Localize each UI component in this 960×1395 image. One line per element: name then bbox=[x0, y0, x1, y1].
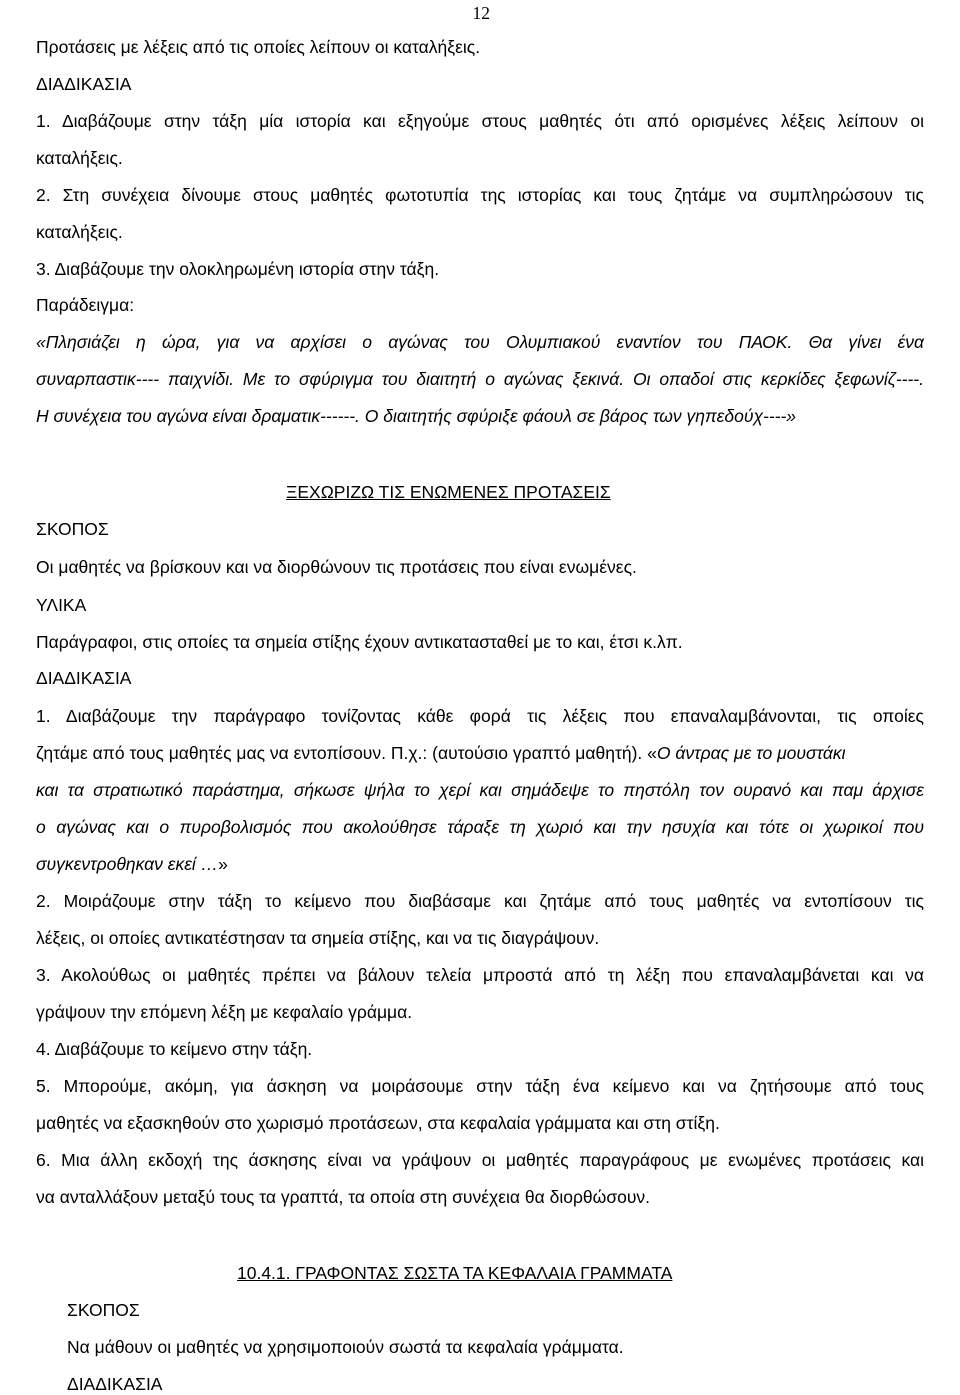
s5-line-b: μαθητές να εξασκηθούν στο χωρισμό προτάσεων, στα κεφαλαία γράμματα και στη στίξη. bbox=[36, 1113, 720, 1133]
s1-line-e-italic: συγκεντροθηκαν εκεί … bbox=[36, 854, 219, 874]
s6-line-a: 6. Μια άλλη εκδοχή της άσκησης είναι να γράψουν οι μαθητές παραγράφους με ενωμένες προτάσεις και bbox=[36, 1150, 924, 1170]
procedure-heading-2: ΔΙΑΔΙΚΑΣΙΑ bbox=[36, 668, 132, 688]
s1-line-b bbox=[36, 742, 924, 764]
goal-text: Οι μαθητές να βρίσκουν και να διορθώνουν τις προτάσεις που είναι ενωμένες. bbox=[36, 557, 637, 577]
step-1-line-b: καταλήξεις. bbox=[36, 148, 123, 168]
goal-heading: ΣΚΟΠΟΣ bbox=[36, 519, 109, 539]
example-line-3: Η συνέχεια του αγώνα είναι δραματικ------. Ο διαιτητής σφύριξε φάουλ σε βάρος των γηπεδούχ----» bbox=[36, 406, 797, 426]
s1-line-a: 1. Διαβάζουμε την παράγραφο τονίζοντας κάθε φορά τις λέξεις που επαναλαμβάνονται, τις οποίες bbox=[36, 706, 924, 726]
section-title-capital-letters: 10.4.1. ΓΡΑΦΟΝΤΑΣ ΣΩΣΤΑ ΤΑ ΚΕΦΑΛΑΙΑ ΓΡΑΜΜΑΤΑ bbox=[237, 1263, 673, 1283]
step-2-line-a: 2. Στη συνέχεια δίνουμε στους μαθητές φωτοτυπία της ιστορίας και τους ζητάμε να συμπληρώσουν τις bbox=[36, 185, 924, 205]
materials-heading: ΥΛΙΚΑ bbox=[36, 595, 87, 615]
s2-line-b: λέξεις, οι οποίες αντικατέστησαν τα σημεία στίξης, και να τις διαγράψουν. bbox=[36, 928, 600, 948]
s1-line-c: και τα στρατιωτικό παράστημα, σήκωσε ψήλα το χερί και σημάδεψε το πηστόλη τον ουρανό και παμ άρχισε bbox=[36, 780, 924, 800]
example-line-2: συναρπαστικ---- παιχνίδι. Με το σφύριγμα του διαιτητή ο αγώνας ξεκινά. Οι οπαδοί στις κερκίδες ξεφωνίζ----. bbox=[36, 369, 924, 389]
procedure-heading: ΔΙΑΔΙΚΑΣΙΑ bbox=[36, 74, 132, 94]
s1-line-b-italic: Ο άντρας με το μουστάκι bbox=[656, 743, 846, 763]
s5-line-a: 5. Μπορούμε, ακόμη, για άσκηση να μοιράσουμε στην τάξη ένα κείμενο και να ζητήσουμε από τους bbox=[36, 1076, 924, 1096]
goal-heading-3: ΣΚΟΠΟΣ bbox=[67, 1300, 140, 1320]
example-line-1: «Πλησιάζει η ώρα, για να αρχίσει ο αγώνας του Ολυμπιακού εναντίον του ΠΑΟΚ. Θα γίνει ένα bbox=[36, 332, 924, 352]
intro-line: Προτάσεις με λέξεις από τις οποίες λείπουν οι καταλήξεις. bbox=[36, 37, 481, 57]
s1-line-e bbox=[36, 853, 924, 875]
goal-text-3: Να μάθουν οι μαθητές να χρησιμοποιούν σωστά τα κεφαλαία γράμματα. bbox=[67, 1337, 624, 1357]
s1-line-d: ο αγώνας και ο πυροβολισμός που ακολούθησε τάραξε τη χωριό και την ησυχία και τότε οι χωρικοί που bbox=[36, 817, 924, 837]
s2-line-a: 2. Μοιράζουμε στην τάξη το κείμενο που διαβάσαμε και ζητάμε από τους μαθητές να εντοπίσουν τις bbox=[36, 891, 924, 911]
step-3: 3. Διαβάζουμε την ολοκληρωμένη ιστορία στην τάξη. bbox=[36, 259, 440, 279]
s3-line-b: γράψουν την επόμενη λέξη με κεφαλαίο γράμμα. bbox=[36, 1002, 413, 1022]
step-2-line-b: καταλήξεις. bbox=[36, 222, 123, 242]
s1-line-e-plain: » bbox=[218, 854, 228, 874]
section-title-separate-sentences: ΞΕΧΩΡΙΖΩ ΤΙΣ ΕΝΩΜΕΝΕΣ ΠΡΟΤΑΣΕΙΣ bbox=[286, 482, 611, 502]
s3-line-a: 3. Ακολούθως οι μαθητές πρέπει να βάλουν τελεία μπροστά από τη λέξη που επαναλαμβάνεται και να bbox=[36, 965, 924, 985]
s6-line-b: να ανταλλάξουν μεταξύ τους τα γραπτά, τα οποία στη συνέχεια θα διορθώσουν. bbox=[36, 1187, 651, 1207]
s4: 4. Διαβάζουμε το κείμενο στην τάξη. bbox=[36, 1039, 313, 1059]
s1-line-b-plain: ζητάμε από τους μαθητές μας να εντοπίσουν. Π.χ.: (αυτούσιο γραπτό μαθητή). « bbox=[36, 743, 657, 763]
materials-text: Παράγραφοι, στις οποίες τα σημεία στίξης έχουν αντικατασταθεί με το και, έτσι κ.λπ. bbox=[36, 632, 683, 652]
page-number: 12 bbox=[472, 3, 490, 23]
step-1-line-a: 1. Διαβάζουμε στην τάξη μία ιστορία και εξηγούμε στους μαθητές ότι από ορισμένες λέξεις λείπουν οι bbox=[36, 111, 924, 131]
procedure-heading-3: ΔΙΑΔΙΚΑΣΙΑ bbox=[67, 1374, 163, 1394]
example-label: Παράδειγμα: bbox=[36, 295, 135, 315]
